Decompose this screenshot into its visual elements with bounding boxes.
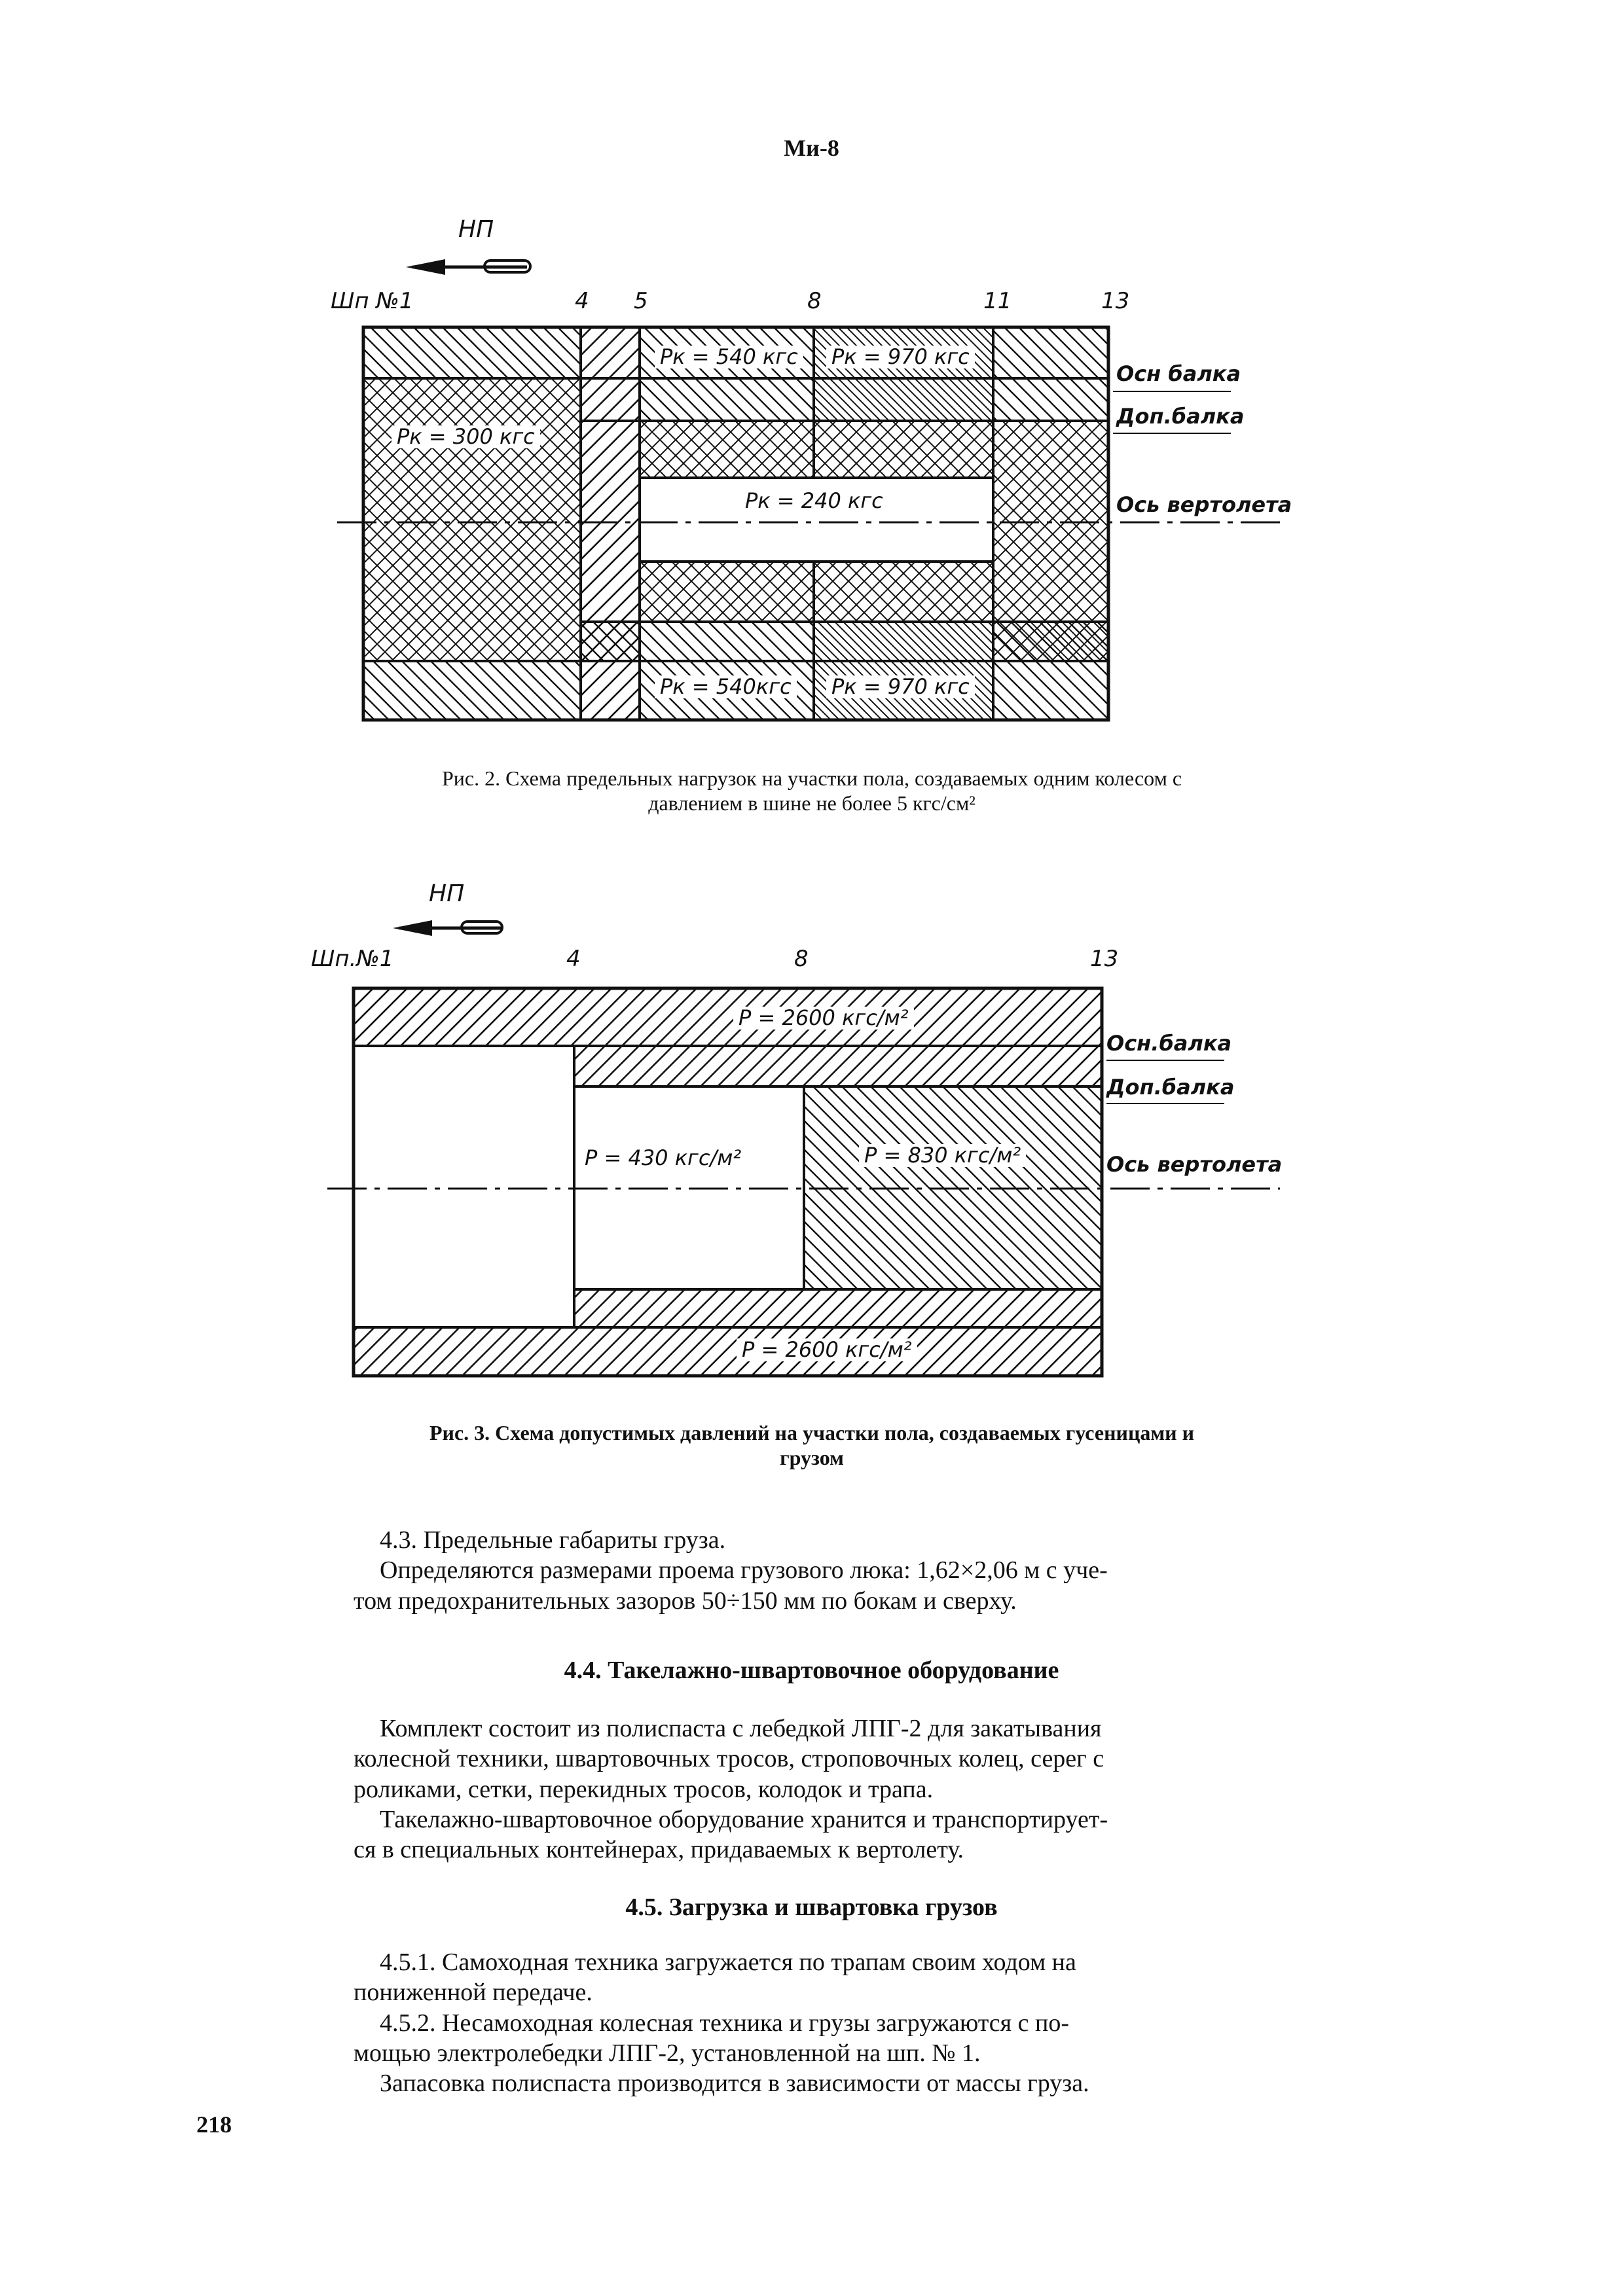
zone-label-mid-430: P = 430 кгс/м² (579, 1147, 746, 1170)
figure-2-caption-line1: Рис. 2. Схема предельных нагрузок на участки пола, создаваемых одним колесом с (441, 766, 1182, 790)
text-line: мощью электролебедки ЛПГ-2, установленной на шп. № 1. (354, 2039, 981, 2068)
main-beam-label: Осн.балка (1106, 1031, 1232, 1056)
zone-label-left-300: Pк = 300 кгс (392, 425, 540, 448)
section-4-3 (354, 1525, 1316, 1616)
text-line: колесной техники, швартовочных тросов, строповочных колец, серег с (354, 1745, 1104, 1773)
frame-label-11: 11 (983, 288, 1012, 314)
zone-label-top-970: Pк = 970 кгс (826, 346, 975, 368)
figure-3-caption (288, 1420, 1336, 1471)
zone-label-top-2600: P = 2600 кгс/м² (733, 1007, 914, 1030)
frame-label-1: Шп №1 (331, 288, 414, 314)
page-number: 218 (196, 2111, 232, 2138)
figure-2-caption-line2: давлением в шине не более 5 кгс/см² (648, 791, 976, 816)
zone-label-bottom-970: Pк = 970 кгс (826, 675, 975, 698)
page-header: Ми-8 (784, 135, 839, 161)
zone-label-mid-830: P = 830 кгс/м² (859, 1144, 1026, 1167)
section-4-5-body (354, 1947, 1316, 2099)
frame-label-4: 4 (575, 288, 589, 314)
text-line: ся в специальных контейнерах, придаваемых к вертолету. (354, 1836, 964, 1864)
text-line: 4.5.1. Самоходная техника загружается по трапам своим ходом на (380, 1948, 1076, 1976)
aux-beam-label: Доп.балка (1116, 404, 1245, 429)
text-line: 4.5.2. Несамоходная колесная техника и грузы загружаются с по- (380, 2009, 1069, 2037)
frame-label-4: 4 (566, 946, 581, 972)
text-line: Определяются размерами проема грузового люка: 1,62×2,06 м с уче- (380, 1556, 1108, 1585)
zone-label-top-540: Pк = 540 кгс (655, 346, 803, 368)
section-4-4-body (354, 1713, 1316, 1865)
figure-3-caption-line2: грузом (780, 1446, 844, 1470)
frame-label-8: 8 (807, 288, 822, 314)
np-arrow-icon (393, 920, 502, 936)
frame-label-8: 8 (794, 946, 809, 972)
text-line: том предохранительных зазоров 50÷150 мм по бокам и сверху. (354, 1587, 1017, 1615)
axis-label: Ось вертолета (1106, 1152, 1283, 1177)
text-line: Такелажно-швартовочное оборудование хранится и транспортирует- (380, 1806, 1108, 1834)
pressure-zone-grid (354, 988, 1102, 1376)
aux-beam-label: Доп.балка (1106, 1075, 1235, 1100)
zone-label-bottom-2600: P = 2600 кгс/м² (737, 1338, 917, 1361)
frame-label-5: 5 (634, 288, 648, 314)
frame-label-13: 13 (1090, 946, 1119, 972)
frame-label-1: Шп.№1 (311, 946, 394, 972)
figure-3-caption-line1: Рис. 3. Схема допустимых давлений на участки пола, создаваемых гусеницами и (429, 1421, 1195, 1444)
text-line: Запасовка полиспаста производится в зависимости от массы груза. (380, 2070, 1089, 2098)
zone-label-center-240: Pк = 240 кгс (745, 488, 883, 513)
text-line: Комплект состоит из полиспаста с лебедкой ЛПГ-2 для закатывания (380, 1715, 1102, 1742)
text-line: роликами, сетки, перекидных тросов, колодок и трапа. (354, 1775, 934, 1803)
section-4-5-title: 4.5. Загрузка и швартовка грузов (625, 1893, 998, 1921)
main-beam-label: Осн балка (1116, 361, 1241, 386)
section-4-4-title: 4.4. Такелажно-швартовочное оборудование (564, 1657, 1059, 1684)
section-4-3-title: 4.3. Предельные габариты груза. (380, 1526, 726, 1554)
text-line: пониженной передаче. (354, 1979, 593, 2007)
np-label: НП (429, 880, 465, 907)
np-label: НП (458, 216, 494, 243)
axis-label: Ось вертолета (1116, 492, 1292, 517)
frame-label-13: 13 (1101, 288, 1130, 314)
zone-label-bottom-540: Pк = 540кгс (655, 675, 797, 698)
